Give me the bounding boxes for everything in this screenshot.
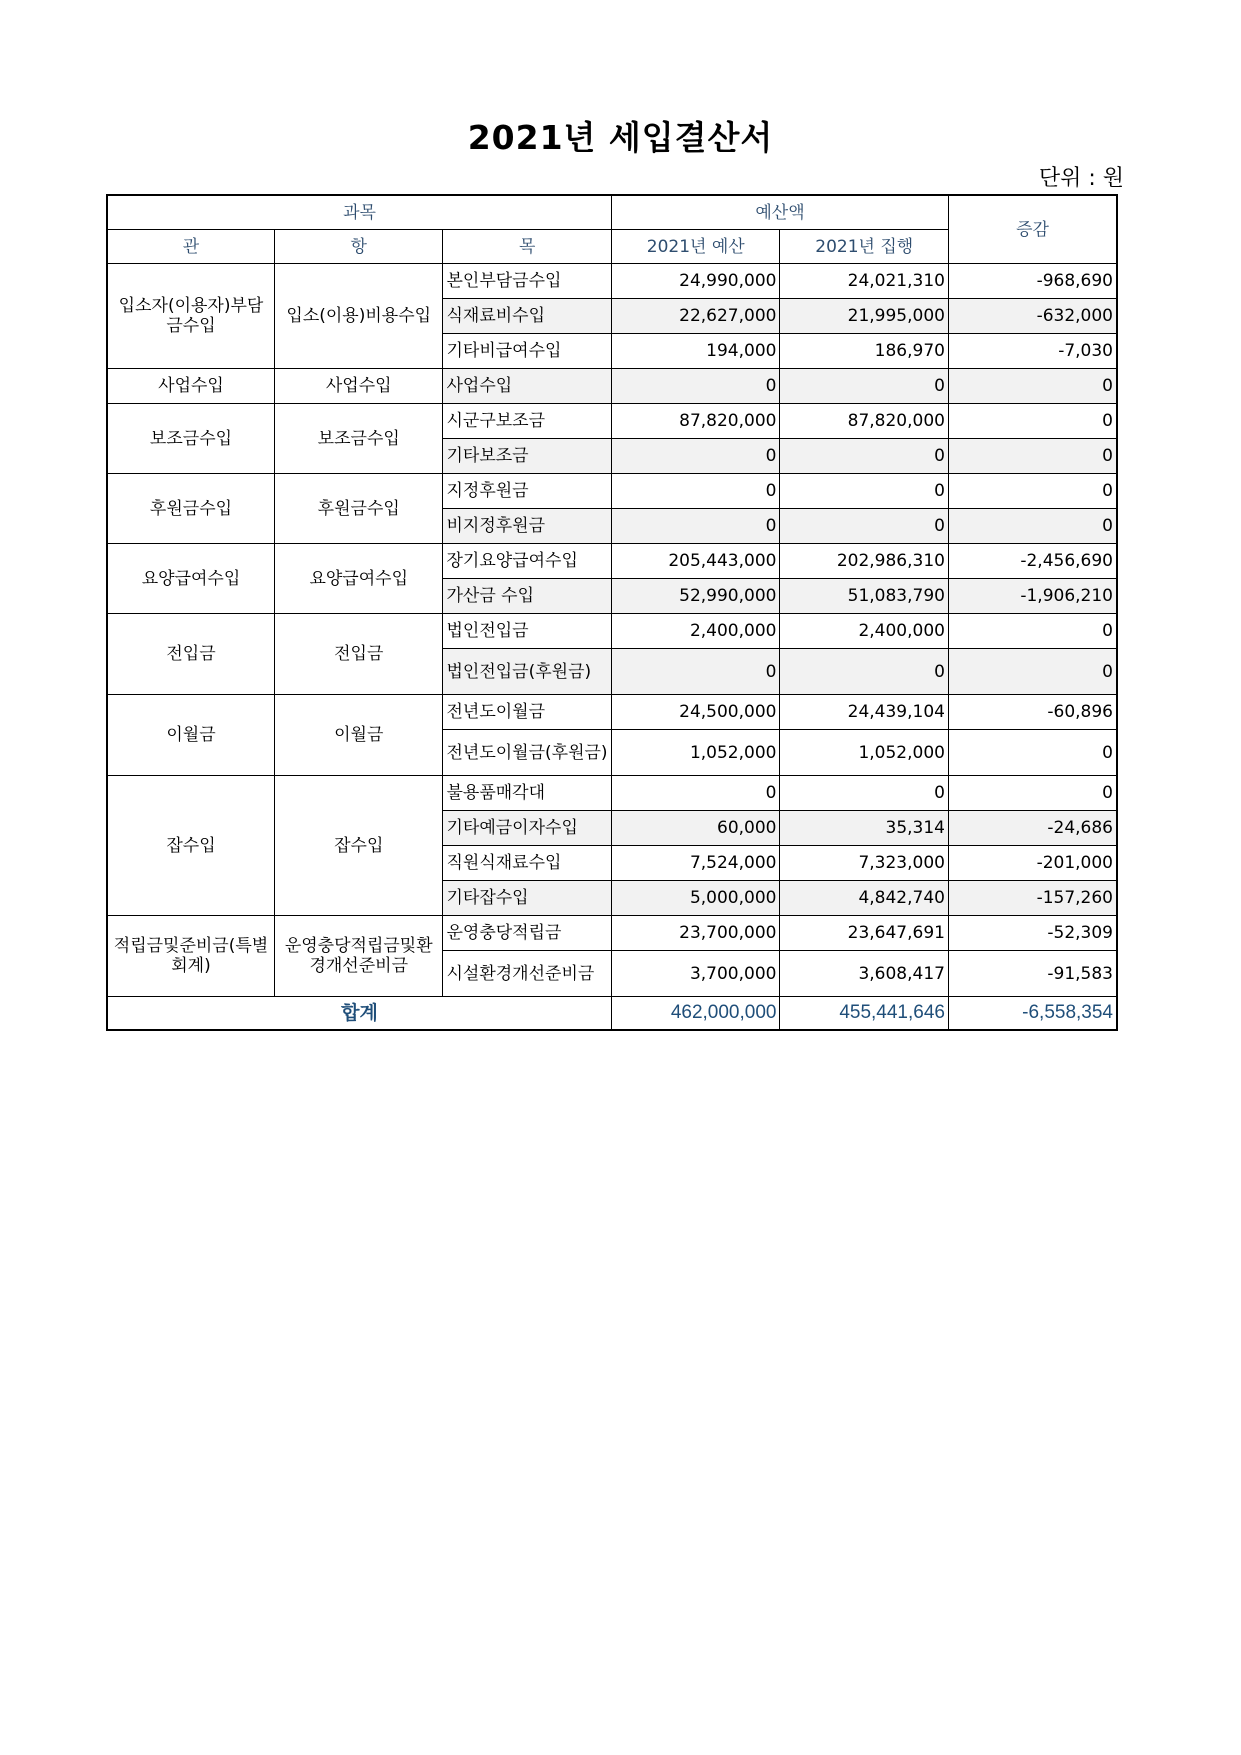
exec-cell: 0 bbox=[780, 509, 949, 544]
hang-cell: 사업수입 bbox=[274, 369, 443, 404]
exec-cell: 186,970 bbox=[780, 334, 949, 369]
total-row bbox=[107, 997, 1117, 1031]
exec-cell: 202,986,310 bbox=[780, 544, 949, 579]
diff-cell: 0 bbox=[948, 404, 1117, 439]
exec-cell: 23,647,691 bbox=[780, 916, 949, 951]
diff-cell: -24,686 bbox=[948, 811, 1117, 846]
budget-cell: 24,990,000 bbox=[611, 264, 780, 299]
mok-cell: 시설환경개선준비금 bbox=[443, 951, 612, 997]
mok-cell: 기타보조금 bbox=[443, 439, 612, 474]
table-row bbox=[107, 695, 1117, 730]
table-row bbox=[107, 776, 1117, 811]
mok-cell: 본인부담금수입 bbox=[443, 264, 612, 299]
diff-cell: 0 bbox=[948, 369, 1117, 404]
mok-cell: 비지정후원금 bbox=[443, 509, 612, 544]
diff-cell: 0 bbox=[948, 439, 1117, 474]
budget-cell: 22,627,000 bbox=[611, 299, 780, 334]
header-subject: 과목 bbox=[107, 195, 611, 230]
mok-cell: 시군구보조금 bbox=[443, 404, 612, 439]
header-gwan: 관 bbox=[107, 230, 274, 264]
exec-cell: 21,995,000 bbox=[780, 299, 949, 334]
gwan-cell: 후원금수입 bbox=[107, 474, 274, 544]
budget-cell: 205,443,000 bbox=[611, 544, 780, 579]
hang-cell: 후원금수입 bbox=[274, 474, 443, 544]
table-row bbox=[107, 404, 1117, 439]
exec-cell: 87,820,000 bbox=[780, 404, 949, 439]
exec-cell: 1,052,000 bbox=[780, 730, 949, 776]
header-exec-2021: 2021년 집행 bbox=[780, 230, 949, 264]
budget-cell: 52,990,000 bbox=[611, 579, 780, 614]
budget-cell: 0 bbox=[611, 776, 780, 811]
exec-cell: 24,021,310 bbox=[780, 264, 949, 299]
diff-cell: -7,030 bbox=[948, 334, 1117, 369]
gwan-cell: 보조금수입 bbox=[107, 404, 274, 474]
budget-cell: 0 bbox=[611, 369, 780, 404]
diff-cell: -1,906,210 bbox=[948, 579, 1117, 614]
mok-cell: 사업수입 bbox=[443, 369, 612, 404]
budget-cell: 0 bbox=[611, 509, 780, 544]
budget-cell: 3,700,000 bbox=[611, 951, 780, 997]
diff-cell: -91,583 bbox=[948, 951, 1117, 997]
mok-cell: 직원식재료수입 bbox=[443, 846, 612, 881]
gwan-cell: 잡수입 bbox=[107, 776, 274, 916]
gwan-cell: 요양급여수입 bbox=[107, 544, 274, 614]
budget-cell: 194,000 bbox=[611, 334, 780, 369]
hang-cell: 이월금 bbox=[274, 695, 443, 776]
exec-cell: 0 bbox=[780, 439, 949, 474]
diff-cell: 0 bbox=[948, 730, 1117, 776]
hang-cell: 전입금 bbox=[274, 614, 443, 695]
diff-cell: 0 bbox=[948, 509, 1117, 544]
header-mok: 목 bbox=[443, 230, 612, 264]
diff-cell: -52,309 bbox=[948, 916, 1117, 951]
exec-cell: 51,083,790 bbox=[780, 579, 949, 614]
mok-cell: 운영충당적립금 bbox=[443, 916, 612, 951]
budget-cell: 24,500,000 bbox=[611, 695, 780, 730]
diff-cell: -632,000 bbox=[948, 299, 1117, 334]
mok-cell: 불용품매각대 bbox=[443, 776, 612, 811]
gwan-cell: 적립금및준비금(특별회계) bbox=[107, 916, 274, 997]
mok-cell: 장기요양급여수입 bbox=[443, 544, 612, 579]
gwan-cell: 입소자(이용자)부담금수입 bbox=[107, 264, 274, 369]
table-row bbox=[107, 369, 1117, 404]
budget-cell: 0 bbox=[611, 439, 780, 474]
diff-cell: 0 bbox=[948, 474, 1117, 509]
diff-cell: -201,000 bbox=[948, 846, 1117, 881]
diff-cell: 0 bbox=[948, 776, 1117, 811]
exec-cell: 24,439,104 bbox=[780, 695, 949, 730]
hang-cell: 입소(이용)비용수입 bbox=[274, 264, 443, 369]
header-hang: 항 bbox=[274, 230, 443, 264]
mok-cell: 전년도이월금 bbox=[443, 695, 612, 730]
page-title: 2021년 세입결산서 bbox=[467, 118, 774, 157]
exec-cell: 2,400,000 bbox=[780, 614, 949, 649]
budget-cell: 60,000 bbox=[611, 811, 780, 846]
exec-cell: 4,842,740 bbox=[780, 881, 949, 916]
hang-cell: 잡수입 bbox=[274, 776, 443, 916]
mok-cell: 기타잡수입 bbox=[443, 881, 612, 916]
hang-cell: 보조금수입 bbox=[274, 404, 443, 474]
hang-cell: 요양급여수입 bbox=[274, 544, 443, 614]
exec-cell: 35,314 bbox=[780, 811, 949, 846]
diff-cell: -157,260 bbox=[948, 881, 1117, 916]
budget-cell: 2,400,000 bbox=[611, 614, 780, 649]
diff-cell: -60,896 bbox=[948, 695, 1117, 730]
budget-cell: 7,524,000 bbox=[611, 846, 780, 881]
budget-cell: 1,052,000 bbox=[611, 730, 780, 776]
gwan-cell: 전입금 bbox=[107, 614, 274, 695]
budget-cell: 87,820,000 bbox=[611, 404, 780, 439]
table-row bbox=[107, 614, 1117, 649]
table-row bbox=[107, 916, 1117, 951]
budget-cell: 5,000,000 bbox=[611, 881, 780, 916]
table-row bbox=[107, 544, 1117, 579]
diff-cell: -2,456,690 bbox=[948, 544, 1117, 579]
total-exec: 455,441,646 bbox=[780, 997, 949, 1031]
table-row bbox=[107, 474, 1117, 509]
exec-cell: 3,608,417 bbox=[780, 951, 949, 997]
header-change: 증감 bbox=[948, 195, 1117, 264]
table-row bbox=[107, 264, 1117, 299]
mok-cell: 전년도이월금(후원금) bbox=[443, 730, 612, 776]
unit-label: 단위 : 원 bbox=[1038, 166, 1124, 191]
exec-cell: 0 bbox=[780, 369, 949, 404]
header-budget-group: 예산액 bbox=[611, 195, 948, 230]
exec-cell: 0 bbox=[780, 649, 949, 695]
exec-cell: 0 bbox=[780, 776, 949, 811]
header-budget-2021: 2021년 예산 bbox=[611, 230, 780, 264]
exec-cell: 7,323,000 bbox=[780, 846, 949, 881]
gwan-cell: 사업수입 bbox=[107, 369, 274, 404]
budget-cell: 0 bbox=[611, 474, 780, 509]
mok-cell: 법인전입금 bbox=[443, 614, 612, 649]
budget-cell: 0 bbox=[611, 649, 780, 695]
exec-cell: 0 bbox=[780, 474, 949, 509]
budget-cell: 23,700,000 bbox=[611, 916, 780, 951]
hang-cell: 운영충당적립금및환경개선준비금 bbox=[274, 916, 443, 997]
total-budget: 462,000,000 bbox=[611, 997, 780, 1031]
gwan-cell: 이월금 bbox=[107, 695, 274, 776]
mok-cell: 기타비급여수입 bbox=[443, 334, 612, 369]
mok-cell: 지정후원금 bbox=[443, 474, 612, 509]
mok-cell: 식재료비수입 bbox=[443, 299, 612, 334]
diff-cell: 0 bbox=[948, 649, 1117, 695]
revenue-settlement-table bbox=[106, 194, 1118, 1031]
diff-cell: 0 bbox=[948, 614, 1117, 649]
mok-cell: 가산금 수입 bbox=[443, 579, 612, 614]
total-diff: -6,558,354 bbox=[948, 997, 1117, 1031]
mok-cell: 기타예금이자수입 bbox=[443, 811, 612, 846]
diff-cell: -968,690 bbox=[948, 264, 1117, 299]
mok-cell: 법인전입금(후원금) bbox=[443, 649, 612, 695]
total-label: 합계 bbox=[107, 997, 611, 1031]
